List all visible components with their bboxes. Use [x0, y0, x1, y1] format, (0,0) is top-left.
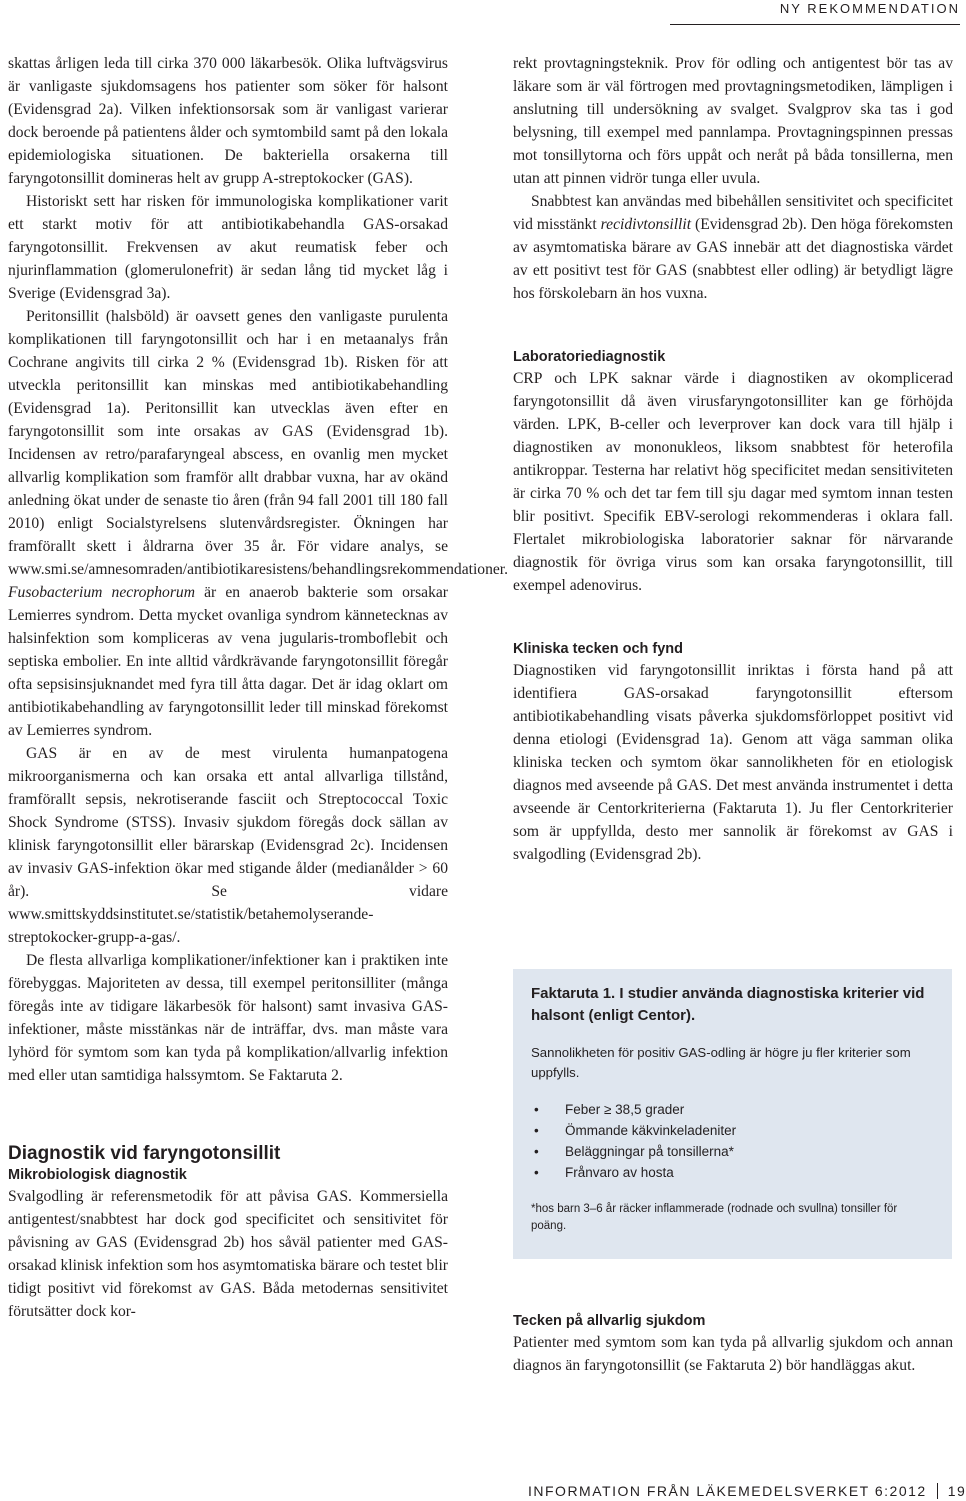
paragraph: Diagnostiken vid faryngotonsillit inriktas i första hand på att identifiera GAS-orsakad faryngotonsillit eftersom antibiotikabehandling visats påverka sjukdomsförloppet positivt vid denna etiologi (Evidensgrad 1a). Genom att väga samman olika kliniska tecken och symtom ökar sannolikheten för en etiologisk diagnos med avseende på GAS. Det mest använda instrumentet i detta avseende är Centorkriterierna (Faktaruta 1). Ju fler Centorkriterier som är uppfyllda, desto mer sannolik är förekomst av GAS i svalgodling (Evidensgrad 2b). — [513, 662, 953, 863]
list-item: • Feber ≥ 38,5 grader — [531, 1099, 934, 1120]
list-item: • Frånvaro av hosta — [531, 1162, 934, 1183]
publication-name: INFORMATION FRÅN LÄKEMEDELSVERKET 6:2012 — [528, 1483, 927, 1499]
list-item: • Beläggningar på tonsillerna* — [531, 1141, 934, 1162]
factbox-footnote: *hos barn 3–6 år räcker inflammerade (rodnade och svullna) tonsiller för poäng. — [531, 1203, 898, 1232]
subsection-heading: Tecken på allvarlig sjukdom — [513, 1313, 706, 1329]
right-column — [513, 52, 953, 866]
factbox-title: Faktaruta 1. I studier använda diagnostiska kriterier vid halsont (enligt Centor). — [531, 985, 925, 1024]
paragraph: Svalgodling är referensmetodik för att påvisa GAS. Kommersiella antigentest/snabbtest har dock god specificitet och sensitivitet för påvisning av GAS (Evidensgrad 2b) hos såväl patienter med GAS-orsakad klinisk infektion som hos asymtomatiska bärare och testet blir tidigt positivt vid förekomst av GAS. Båda metodernas sensitivitet förutsätter dock kor- — [8, 1188, 448, 1320]
species-name: Fusobacterium necrophorum — [8, 584, 195, 601]
bullet-icon: • — [534, 1102, 539, 1117]
factbox — [513, 969, 952, 1259]
left-column — [8, 52, 509, 1323]
subsection-heading: Mikrobiologisk diagnostik — [8, 1167, 187, 1183]
page-footer — [528, 1481, 966, 1501]
paragraph: De flesta allvarliga komplikationer/infektioner kan i praktiken inte förebyggas. Majoriteten av dessa, till exempel peritonsilliter (många föregås inte av tidigare läkarbesök för halsont) samt invasiva GAS-infektioner, måste misstänkas när de inträffar, dvs. man måste vara lyhörd för symtom som kan tyda på komplikation/allvarlig infektion med eller utan samtidiga halssymtom. Se Faktaruta 2. — [8, 952, 448, 1084]
list-item: • Ömmande käkvinkeladeniter — [531, 1120, 934, 1141]
paragraph — [8, 581, 448, 742]
bullet-icon: • — [534, 1144, 539, 1159]
bullet-icon: • — [534, 1165, 539, 1180]
paragraph-text: (Evidensgrad 2b). Den höga förekomsten av asymtomatiska bärare av GAS innebär att det diagnostiska värdet av ett positivt test för GAS (snabbtest eller odling) är betydligt lägre hos förskolebarn än hos vuxna. — [513, 216, 953, 302]
page-number: 19 — [947, 1483, 966, 1499]
running-head: NY REKOMMENDATION — [670, 0, 960, 25]
divider — [937, 1483, 938, 1499]
paragraph: rekt provtagningsteknik. Prov för odling och antigentest bör tas av läkare som är väl förtrogen med provtagningsmetodiken, lämpligen i anslutning till undersökning av svalget. Svalgprov ska tas i god belysning, till exempel med pannlampa. Provtagningspinnen pressas mot tonsillytorna och förs uppåt och neråt på båda tonsillerna, men utan att pinnen vidrör tunga eller uvula. — [513, 55, 953, 187]
severe-signs-section — [513, 1311, 953, 1377]
subsection-heading: Laboratoriediagnostik — [513, 349, 666, 365]
factbox-intro: Sannolikheten för positiv GAS-odling är högre ju fler kriterier som uppfylls. — [531, 1045, 911, 1080]
paragraph: Patienter med symtom som kan tyda på allvarlig sjukdom och annan diagnos än faryngotonsillit (se Faktaruta 2) bör handläggas akut. — [513, 1334, 953, 1374]
paragraph: Historiskt sett har risken för immunologiska komplikationer varit ett starkt motiv för att antibiotikabehandla GAS-orsakad faryngotonsillit. Frekvensen av akut reumatisk feber och njurinflammation (glomerulonefrit) är sedan lång tid mycket låg i Sverige (Evidensgrad 3a). — [8, 193, 448, 302]
paragraph: GAS är en av de mest virulenta humanpatogena mikroorganismerna och kan orsaka ett antal allvarliga tillstånd, framförallt sepsis, nekrotiserande fasciit och Streptococcal Toxic Shock Syndrome (STSS). Invasiv sjukdom föregås dock sällan av klinisk faryngotonsillit eller bärarskap (Evidensgrad 2c). Incidensen av invasiv GAS-infektion ökar med stigande ålder (medianålder > 60 år). Se vidare www.smittskyddsinstitutet.se/statistik/betahemolyserande-streptokocker-grupp-a-gas/. — [8, 745, 448, 946]
paragraph: skattas årligen leda till cirka 370 000 läkarbesök. Olika luftvägsvirus är vanligaste sjukdomsagens hos patienter som söker för halsont (Evidensgrad 2a). Vilken infektionsorsak som är vanligast varierar dock beroende på patientens ålder och symtombild samt på den lokala epidemiologiska situationen. De bakteriella orsakerna till faryngotonsillit domineras helt av grupp A-streptokocker (GAS). — [8, 55, 448, 187]
paragraph: Peritonsillit (halsböld) är oavsett genes den vanligaste purulenta komplikationen till faryngotonsillit och har i en metaanalys från Cochrane angivits till cirka 2 % (Evidensgrad 1b). Risken för att utveckla peritonsillit kan minskas med antibiotikabehandling (Evidensgrad 1a). Peritonsillit kan utvecklas även efter en faryngotonsillit som inte orsakas av GAS (Evidensgrad 1b). Incidensen av retro/parafaryngeal abscess, en ovanlig men mycket allvarlig komplikation som framför allt drabbar vuxna, har av okänd anledning ökat under de senaste tio åren (från 94 fall 2001 till 180 fall 2010) enligt Socialstyrelsens slutenvårdsregister. Ökningen har framförallt skett i åldrarna över 35 år. För vidare analys, se www.smi.se/amnesomraden/antibiotikaresistens/behandlingsrekommendationer. — [8, 308, 509, 578]
bullet-icon: • — [534, 1123, 539, 1138]
subsection-heading: Kliniska tecken och fynd — [513, 641, 684, 657]
section-heading: Diagnostik vid faryngotonsillit — [8, 1143, 281, 1164]
italic-term: recidivtonsillit — [600, 216, 692, 233]
paragraph — [513, 190, 953, 305]
criteria-list — [531, 1099, 934, 1183]
paragraph-text: Snabbtest kan användas med bibehållen sensitivitet och specificitet vid misstänkt — [513, 193, 953, 233]
paragraph: CRP och LPK saknar värde i diagnostiken av okomplicerad faryngotonsillit då även virusfaryngotonsilliter kan ge förhöjda värden. LPK, B-celler och leverprover kan dock vara till hjälp i diagnostiken av mononukleos, liksom snabbtest för heterofila antikroppar. Testerna har relativt hög specificitet medan sensitiviteten är cirka 70 % och det tar fem till sju dagar med symtom innan testen blir positivt. Specifik EBV-serologi rekommenderas i oklara fall. Flertalet mikrobiologiska laboratorier saknar för närvarande diagnostik för övriga virus som kan orsaka faryngotonsillit, till exempel adenovirus. — [513, 370, 953, 594]
paragraph-text: är en anaerob bakterie som orsakar Lemierres syndrom. Detta mycket ovanliga syndrom kännetecknas av halsinfektion som kompliceras av vena jugularis-tromboflebit och septiska embolier. En inte alltid vårdkrävande faryngotonsillit föregår ofta sepsisinsjuknandet med fyra till åtta dagar. Det är idag oklart om antibiotikabehandling av faryngotonsillit leder till minskad förekomst av Lemierres syndrom. — [8, 584, 448, 739]
